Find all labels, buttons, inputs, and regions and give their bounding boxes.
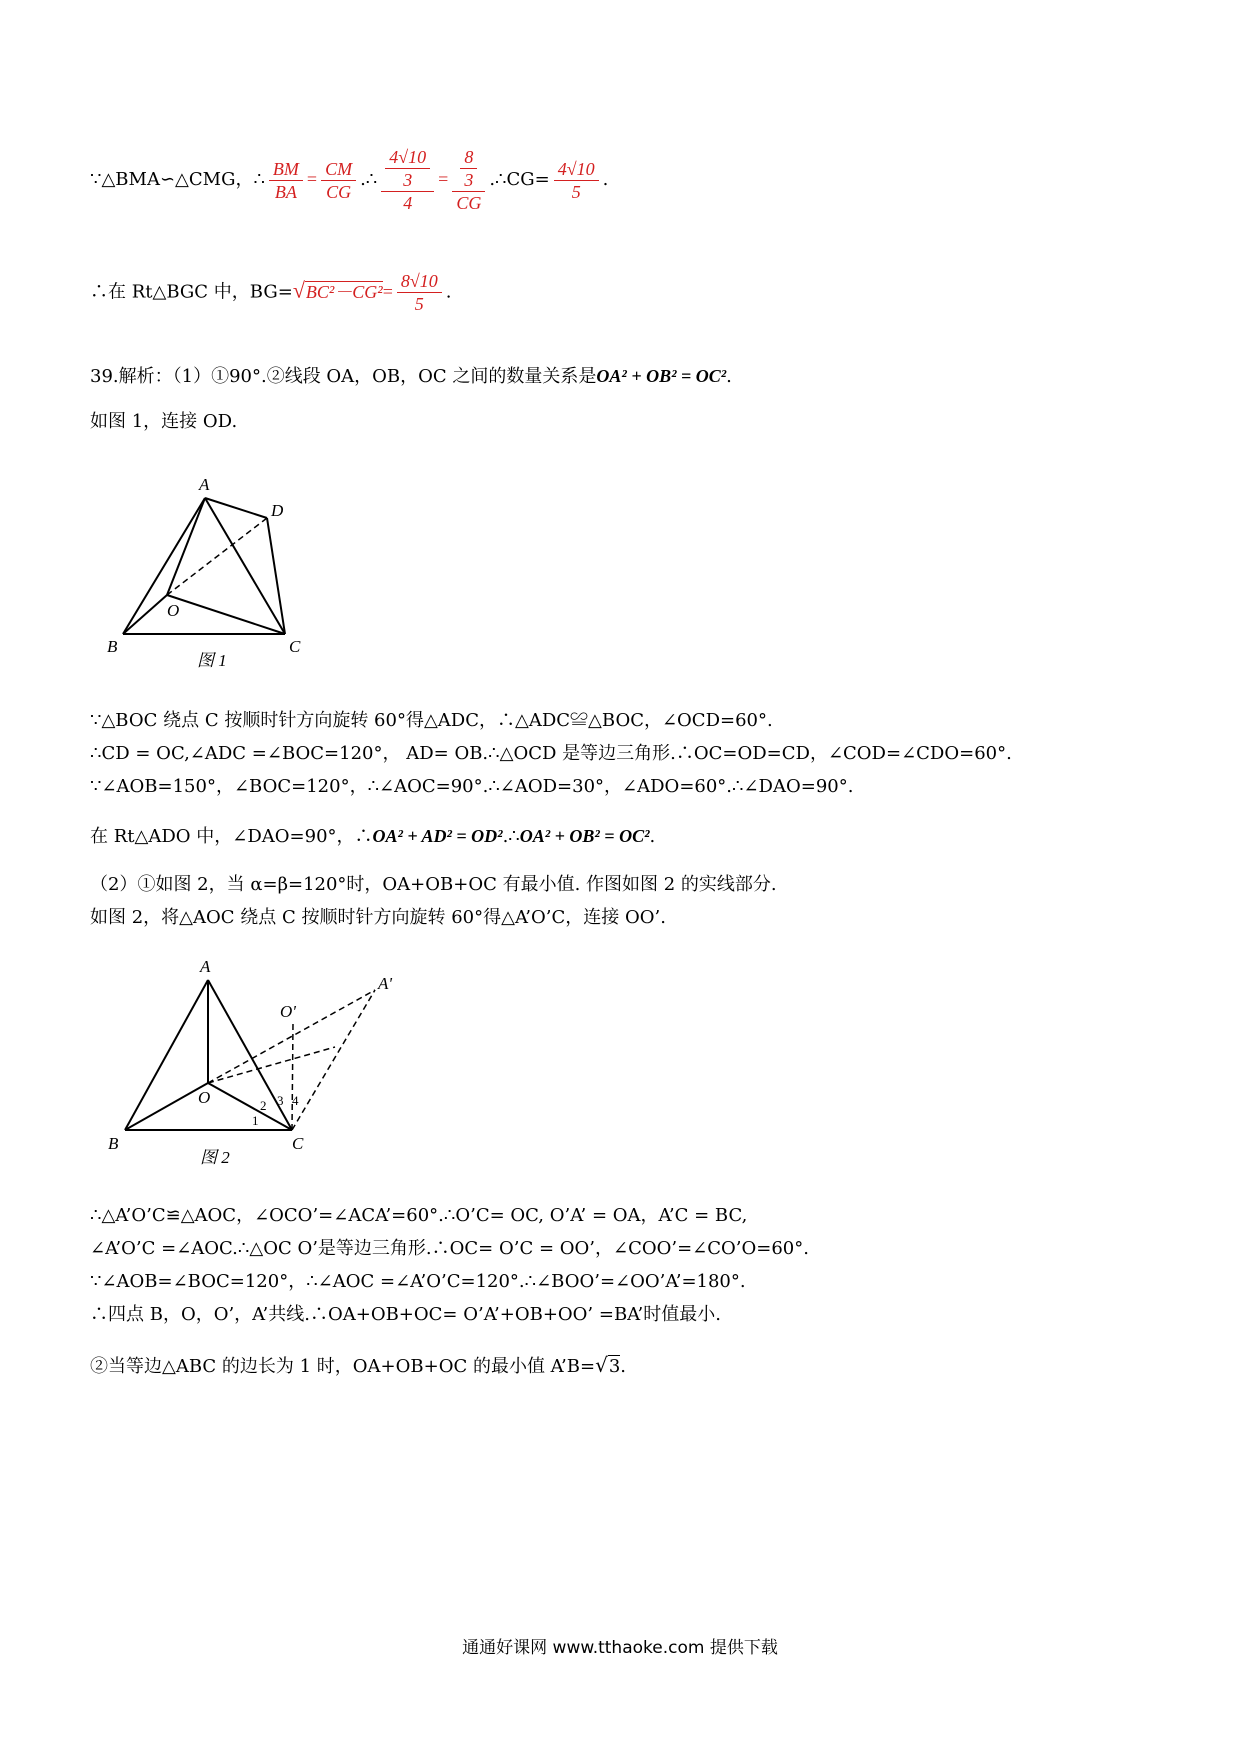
proof-line-similar-triangles: ∵△BMA∽△CMG，∴ $\frac{BM}{BA}$ = $\frac{CM}{CG}$ .∴ $\frac{\frac{4√10}{3}}{4}$ = $\frac{\frac{8}{3}}{CG}$ .∴CG= $\frac{4√10}{5}$ . — [90, 147, 609, 213]
proof-line-equilateral: ∴CD = OC,∠ADC =∠BOC=120°， AD= OB.∴△OCD 是等边三角形.∴OC=OD=CD，∠COD=∠CDO=60°. — [90, 743, 1012, 764]
sqrt-bc-cg: BC²－CG² — [305, 281, 383, 302]
angle-4: 4 — [292, 1093, 299, 1108]
angle-3: 3 — [277, 1093, 284, 1108]
fraction-complex-2: $\frac{\frac{8}{3}}{CG}$ — [452, 148, 485, 212]
proof2-line-1: ∴△A’O’C≌△AOC，∠OCO’=∠ACA’=60°.∴O’C= OC, O’A’ = OA，A’C = BC, — [90, 1205, 748, 1226]
figure-2-caption: 图 2 — [200, 1148, 230, 1165]
sqrt-3: 3 — [608, 1356, 621, 1377]
text-similar: ∵△BMA∽△CMG，∴ — [90, 169, 265, 190]
connect-od-text: 如图 1，连接 OD. — [90, 411, 238, 432]
fraction-cm-cg: $\frac{CM}{CG}$ — [321, 160, 356, 201]
label2-a-prime: A' — [378, 974, 393, 993]
part2-rotation: 如图 2，将△AOC 绕点 C 按顺时针方向旋转 60°得△A’O’C，连接 OO’. — [90, 907, 666, 928]
proof2-line-2: ∠A’O’C =∠AOC.∴△OC O’是等边三角形.∴OC= O’C = OO’，∠COO’=∠CO’O=60°. — [90, 1238, 809, 1259]
figure-1-caption: 图 1 — [197, 651, 227, 670]
label-b: B — [107, 637, 118, 656]
label-d: D — [271, 501, 284, 520]
proof-line-rt-ado: 在 Rt△ADO 中，∠DAO=90°，∴OA² + AD² = OD².∴OA² + OB² = OC². — [90, 826, 656, 847]
label2-o-prime: O' — [280, 1002, 296, 1021]
angle-1: 1 — [252, 1113, 259, 1128]
proof2-line-4: ∴四点 B，O，O’，A’共线.∴OA+OB+OC= O’A’+OB+OO’ =BA’时值最小. — [90, 1304, 721, 1325]
fraction-bg-value: $\frac{8√10}{5}$ — [397, 272, 442, 313]
label-o: O — [167, 601, 180, 620]
proof2-line-3: ∵∠AOB=∠BOC=120°，∴∠AOC =∠A’O’C=120°.∴∠BOO’=∠OO’A’=180°. — [90, 1271, 746, 1292]
label2-a: A — [200, 957, 211, 976]
proof-line-angles: ∵∠AOB=150°，∠BOC=120°，∴∠AOC=90°.∴∠AOD=30°，∠ADO=60°.∴∠DAO=90°. — [90, 776, 854, 797]
figure-2 — [100, 955, 420, 1165]
part2-intro: （2）①如图 2，当 α=β=120°时，OA+OB+OC 有最小值. 作图如图 2 的实线部分. — [90, 874, 777, 895]
label-a: A — [199, 475, 210, 494]
proof-line-bg: ∴在 Rt△BGC 中，BG=√BC²－CG²= $\frac{8√10}{5}$ . — [90, 271, 452, 314]
angle-2: 2 — [260, 1098, 267, 1113]
label2-b: B — [108, 1134, 119, 1153]
proof-line-rotation: ∵△BOC 绕点 C 按顺时针方向旋转 60°得△ADC，∴△ADC≌△BOC，∠OCD=60°. — [90, 710, 773, 731]
label-c: C — [289, 637, 301, 656]
label2-c: C — [292, 1134, 304, 1153]
fraction-complex-1: $\frac{\frac{4√10}{3}}{4}$ — [381, 148, 434, 212]
fraction-bm-ba: $\frac{BM}{BA}$ — [269, 160, 303, 201]
figure-1 — [105, 470, 335, 670]
formula-oa-ob-oc: OA² + OB² = OC² — [596, 366, 727, 386]
fraction-cg-value: $\frac{4√10}{5}$ — [554, 160, 599, 201]
problem-39-part1: 39.解析：（1）①90°.②线段 OA，OB，OC 之间的数量关系是OA² + OB² = OC². — [90, 366, 732, 387]
label2-o: O — [198, 1088, 211, 1107]
page-footer: 通通好课网 www.tthaoke.com 提供下载 — [462, 1638, 778, 1658]
part2-answer: ②当等边△ABC 的边长为 1 时，OA+OB+OC 的最小值 A’B=√3. — [90, 1353, 626, 1377]
